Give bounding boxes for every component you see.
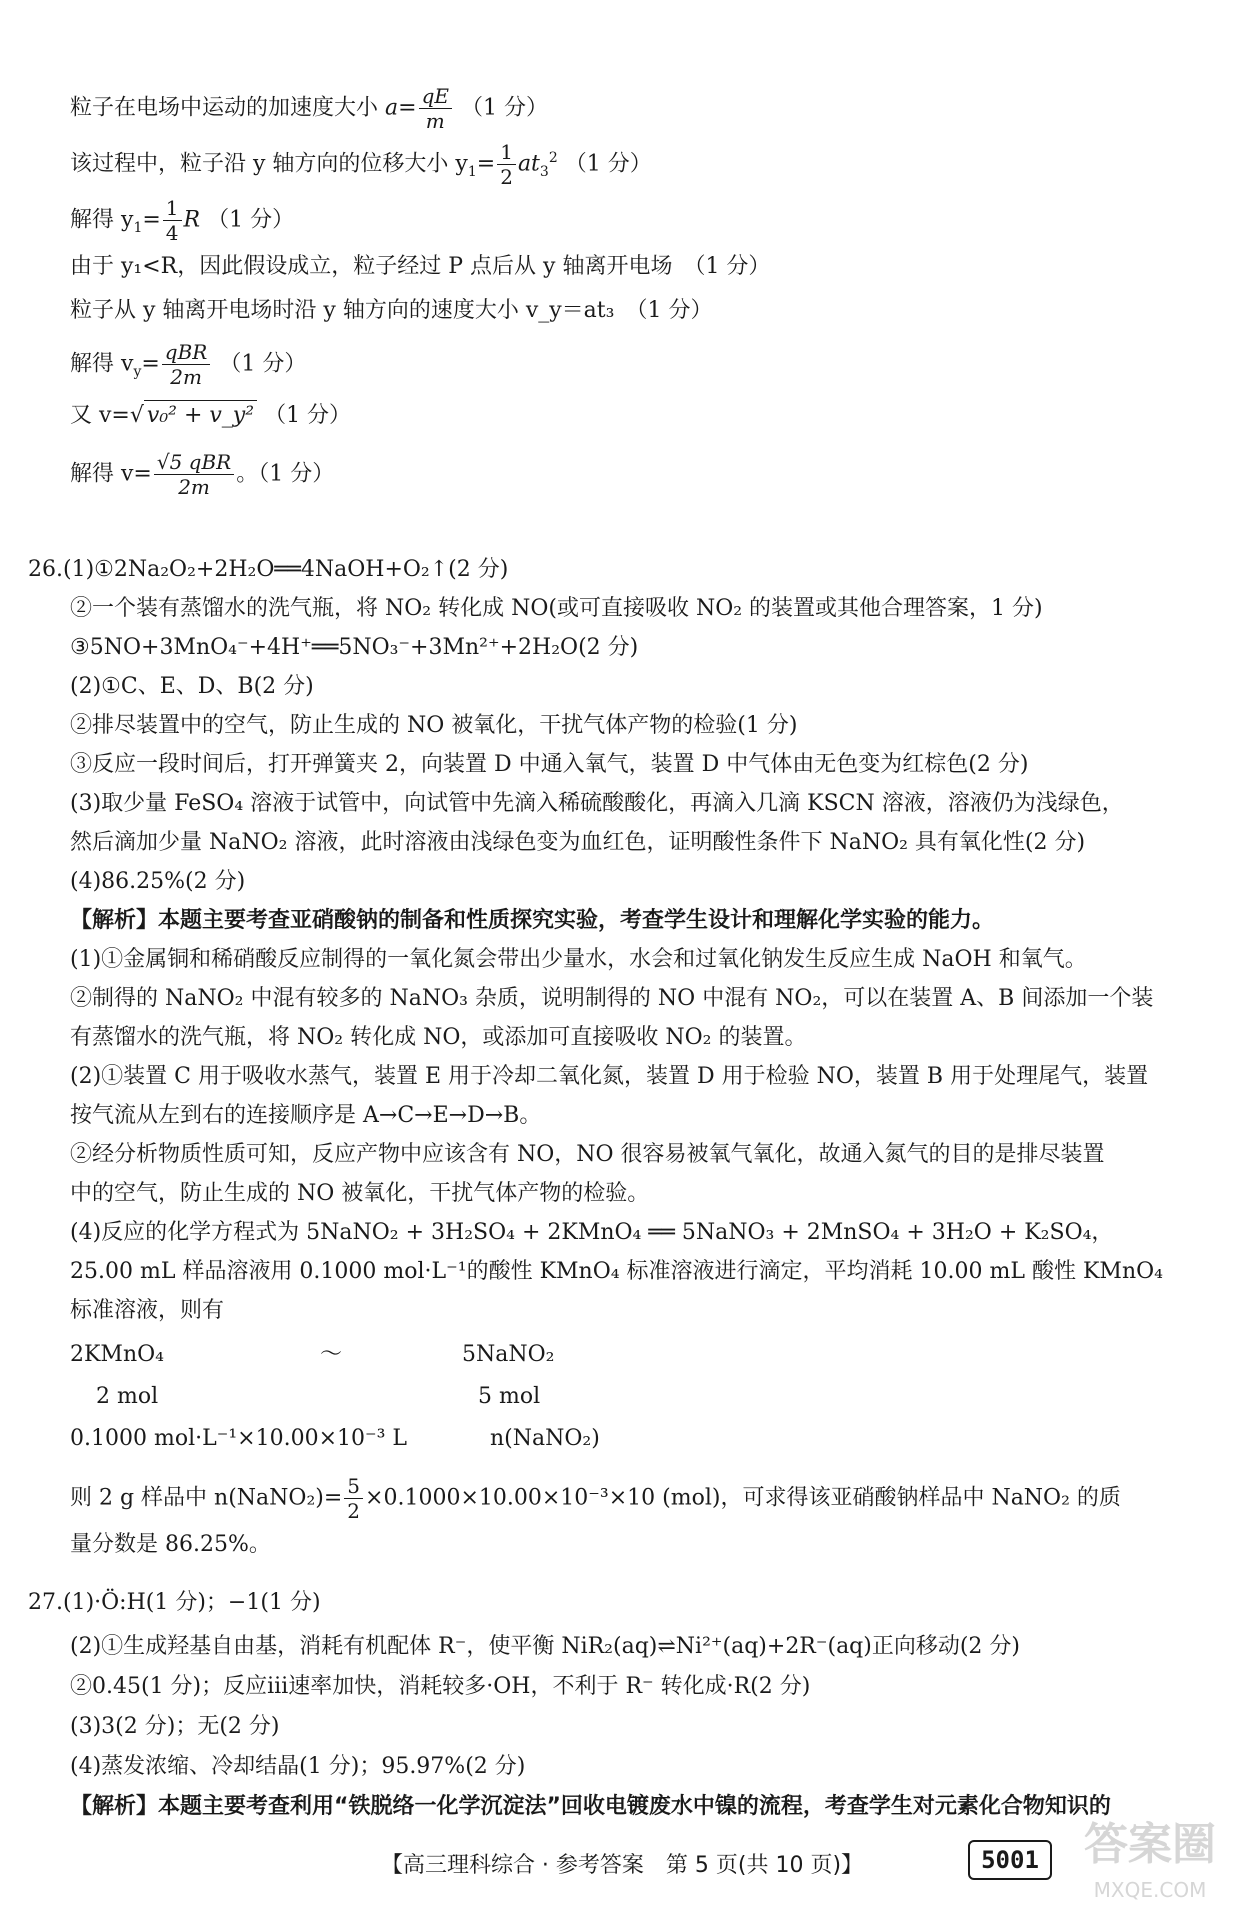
eq: =	[398, 95, 417, 121]
line-assumption: 由于 y₁<R，因此假设成立，粒子经过 P 点后从 y 轴离开电场 （1 分）	[70, 254, 771, 279]
paper-code-badge: 5001	[968, 1840, 1052, 1880]
stoich-amount-right: n(NaNO₂)	[490, 1426, 600, 1451]
text: 则 2 g 样品中 n(NaNO₂)=	[70, 1485, 343, 1511]
text: 该过程中，粒子沿 y 轴方向的位移大小 y	[70, 151, 468, 177]
numerator: 1	[163, 196, 182, 221]
denominator: 2	[347, 1499, 361, 1523]
sub: 3	[539, 163, 549, 180]
eq: =	[141, 351, 160, 377]
score: 。（1 分）	[236, 461, 335, 487]
score: （1 分）	[564, 151, 652, 177]
fraction	[419, 84, 452, 133]
denominator: 4	[165, 221, 179, 245]
numerator: √5 qBR	[154, 450, 234, 475]
line-q27-5: (4)蒸发浓缩、冷却结晶(1 分)；95.97%(2 分)	[70, 1754, 526, 1779]
score: （1 分）	[460, 95, 548, 121]
watermark	[1060, 1815, 1240, 1915]
denominator: 2m	[178, 475, 210, 499]
line-q26-5: ②排尽装置中的空气，防止生成的 NO 被氧化，干扰气体产物的检验(1 分)	[70, 713, 798, 738]
analysis-line: ②制得的 NaNO₂ 中混有较多的 NaNO₃ 杂质，说明制得的 NO 中混有 NO₂，可以在装置 A、B 间添加一个装	[70, 986, 1154, 1011]
footer-text: 【高三理科综合 · 参考答案 第 5 页(共 10 页)】	[380, 1853, 864, 1878]
analysis-line: 有蒸馏水的洗气瓶，将 NO₂ 转化成 NO，或添加可直接吸收 NO₂ 的装置。	[70, 1025, 807, 1050]
eq: =	[476, 151, 496, 177]
line-q26-7: (3)取少量 FeSO₄ 溶液于试管中，向试管中先滴入稀硫酸酸化，再滴入几滴 KSCN 溶液，溶液仍为浅绿色，	[70, 791, 1124, 816]
line-vy-result	[70, 340, 306, 389]
sub: y	[133, 363, 142, 380]
score: （1 分）	[264, 403, 352, 428]
page-footer	[0, 1848, 1244, 1879]
line-q27-3: ②0.45(1 分)；反应ⅲ速率加快，消耗较多·OH，不利于 R⁻ 转化成·R(2 分)	[70, 1674, 811, 1699]
line-calc	[70, 1474, 1121, 1523]
sup: 2	[548, 150, 558, 167]
analysis-line: 标准溶液，则有	[70, 1298, 225, 1323]
sub: 1	[133, 219, 143, 236]
denominator: 2m	[170, 365, 202, 389]
line-q26-8: 然后滴加少量 NaNO₂ 溶液，此时溶液由浅绿色变为血红色，证明酸性条件下 NaNO₂ 具有氧化性(2 分)	[70, 830, 1086, 855]
line-v: 又 v=√ v₀² + v_y² （1 分）	[70, 400, 351, 431]
radicand: v₀² + v_y²	[144, 400, 257, 431]
fraction	[344, 1474, 363, 1523]
watermark-logo: 答案圈	[1084, 1819, 1216, 1870]
text: 解得 v=	[70, 461, 152, 487]
line-displacement	[70, 140, 652, 189]
line-q26-4: (2)①C、E、D、B(2 分)	[70, 674, 314, 699]
numerator: 1	[497, 140, 516, 165]
eq: =	[142, 207, 161, 233]
line-q26-3: ③5NO+3MnO₄⁻+4H⁺══5NO₃⁻+3Mn²⁺+2H₂O(2 分)	[70, 635, 639, 660]
line-v-result	[70, 450, 334, 499]
line-q27-2: (2)①生成羟基自由基，消耗有机配体 R⁻，使平衡 NiR₂(aq)⇌Ni²⁺(aq)+2R⁻(aq)正向移动(2 分)	[70, 1634, 1021, 1659]
fraction	[154, 450, 234, 499]
text: 解得 y	[70, 207, 134, 233]
var: R	[183, 207, 201, 233]
score: （1 分）	[219, 351, 307, 377]
line-q27-1: 27.(1)·Ö:H(1 分)；−1(1 分)	[28, 1590, 321, 1615]
analysis-heading-27: 【解析】本题主要考查利用“铁脱络一化学沉淀法”回收电镀废水中镍的流程，考查学生对元素化合物知识的	[70, 1794, 1111, 1819]
stoich-mol-right: 5 mol	[478, 1384, 541, 1409]
analysis-heading-26: 【解析】本题主要考查亚硝酸钠的制备和性质探究实验，考查学生设计和理解化学实验的能力。	[70, 908, 995, 933]
line-q26-9: (4)86.25%(2 分)	[70, 869, 246, 894]
score: （1 分）	[207, 207, 295, 233]
stoich-tilde: ～	[320, 1342, 343, 1367]
analysis-line: 量分数是 86.25%。	[70, 1532, 271, 1557]
stoich-mol-left: 2 mol	[96, 1384, 159, 1409]
denominator: 2	[500, 165, 513, 189]
line-q26-6: ③反应一段时间后，打开弹簧夹 2，向装置 D 中通入氧气，装置 D 中气体由无色变为红棕色(2 分)	[70, 752, 1029, 777]
var: a	[385, 95, 399, 121]
analysis-line: (1)①金属铜和稀硝酸反应制得的一氧化氮会带出少量水，水会和过氧化钠发生反应生成 NaOH 和氧气。	[70, 947, 1087, 972]
line-vy: 粒子从 y 轴离开电场时沿 y 轴方向的速度大小 v_y＝at₃ （1 分）	[70, 298, 713, 323]
sub: 1	[467, 163, 477, 180]
text: ×0.1000×10.00×10⁻³×10 (mol)，可求得该亚硝酸钠样品中 NaNO₂ 的质	[365, 1485, 1121, 1511]
line-q26-2: ②一个装有蒸馏水的洗气瓶，将 NO₂ 转化成 NO(或可直接吸收 NO₂ 的装置或其他合理答案，1 分)	[70, 596, 1043, 621]
analysis-line: 中的空气，防止生成的 NO 被氧化，干扰气体产物的检验。	[70, 1181, 650, 1206]
line-y1	[70, 196, 294, 245]
var: at	[517, 151, 540, 177]
numerator: 5	[344, 1474, 363, 1499]
watermark-url: MXQE.COM	[1093, 1878, 1207, 1902]
analysis-line: 按气流从左到右的连接顺序是 A→C→E→D→B。	[70, 1103, 542, 1128]
analysis-line: 25.00 mL 样品溶液用 0.1000 mol·L⁻¹的酸性 KMnO₄ 标准溶液进行滴定，平均消耗 10.00 mL 酸性 KMnO₄	[70, 1259, 1163, 1284]
text: 解得 v	[70, 351, 134, 377]
fraction	[163, 196, 182, 245]
line-acceleration	[70, 84, 548, 133]
analysis-line: (2)①装置 C 用于吸收水蒸气，装置 E 用于冷却二氧化氮，装置 D 用于检验 NO，装置 B 用于处理尾气，装置	[70, 1064, 1149, 1089]
line-q26-1: 26.(1)①2Na₂O₂+2H₂O══4NaOH+O₂↑(2 分)	[28, 557, 509, 582]
line-q27-4: (3)3(2 分)；无(2 分)	[70, 1714, 280, 1739]
denominator: m	[425, 109, 445, 133]
stoich-amount-left: 0.1000 mol·L⁻¹×10.00×10⁻³ L	[70, 1426, 408, 1451]
fraction	[497, 140, 516, 189]
numerator: qE	[419, 84, 452, 109]
numerator: qBR	[162, 340, 211, 365]
analysis-line: (4)反应的化学方程式为 5NaNO₂ + 3H₂SO₄ + 2KMnO₄ ══ 5NaNO₃ + 2MnSO₄ + 3H₂O + K₂SO₄，	[70, 1220, 1114, 1245]
text: 粒子在电场中运动的加速度大小	[70, 95, 385, 121]
analysis-line: ②经分析物质性质可知，反应产物中应该含有 NO，NO 很容易被氧气氧化，故通入氮气的目的是排尽装置	[70, 1142, 1105, 1167]
stoich-right: 5NaNO₂	[462, 1342, 555, 1367]
text: 又 v=	[70, 403, 130, 428]
stoich-left: 2KMnO₄	[70, 1342, 164, 1367]
fraction	[162, 340, 211, 389]
